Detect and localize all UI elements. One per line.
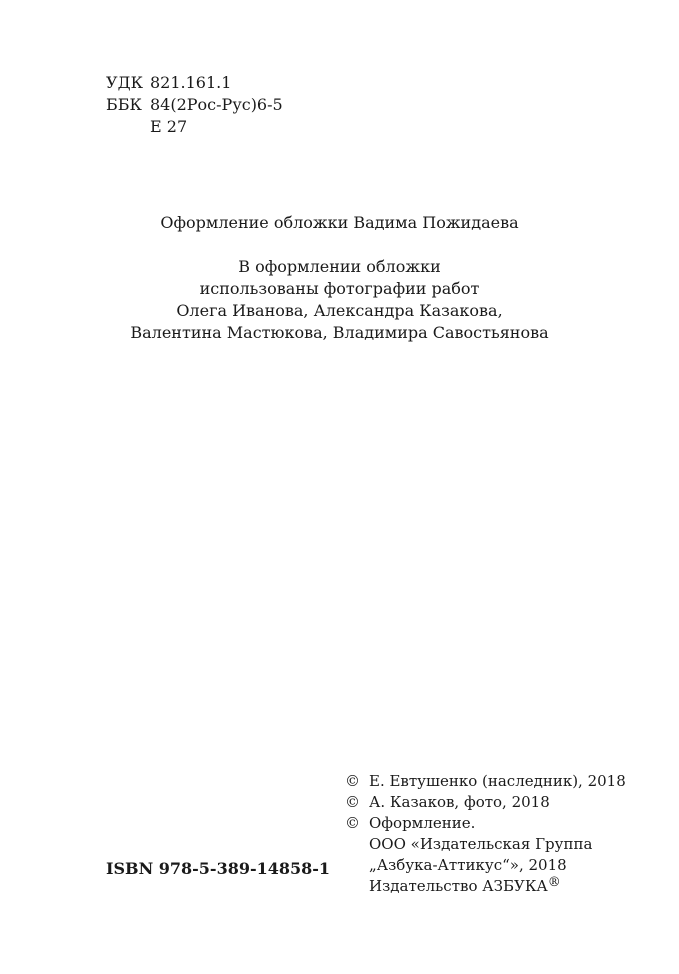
author-mark-row	[106, 116, 283, 138]
udk-value: 821.161.1	[150, 73, 232, 92]
copyright-row	[345, 813, 626, 834]
copyright-sign: ©	[345, 814, 360, 832]
photo-credit-line: Валентина Мастюкова, Владимира Савостьянова	[130, 323, 549, 342]
photo-credits	[0, 256, 679, 344]
cover-design-line: Оформление обложки Вадима Пожидаева	[160, 213, 519, 232]
udk-row	[106, 72, 283, 94]
copyright-row	[345, 792, 626, 813]
copyright-text: А. Казаков, фото, 2018	[369, 793, 550, 811]
udk-label: УДК	[106, 73, 143, 92]
registered-mark: ®	[547, 875, 561, 890]
copyright-text: ООО «Издательская Группа	[369, 835, 593, 853]
copyright-row	[345, 855, 626, 876]
copyright-block	[345, 771, 626, 897]
copyright-row	[345, 876, 626, 897]
photo-credit-line: В оформлении обложки	[238, 257, 441, 276]
isbn: ISBN 978-5-389-14858-1	[106, 859, 331, 878]
copyright-sign: ©	[345, 772, 360, 790]
photo-credit-line: Олега Иванова, Александра Казакова,	[176, 301, 503, 320]
bbk-row	[106, 94, 283, 116]
publisher-line	[369, 876, 561, 897]
copyright-text: Е. Евтушенко (наследник), 2018	[369, 772, 626, 790]
cover-design-credit	[0, 212, 679, 234]
copyright-text: Оформление.	[369, 814, 476, 832]
publisher-name: Издательство АЗБУКА	[369, 877, 548, 895]
bbk-label: ББК	[106, 95, 142, 114]
copyright-sign: ©	[345, 793, 360, 811]
author-mark: Е 27	[150, 117, 188, 136]
classification-block	[106, 72, 283, 138]
copyright-text: „Азбука-Аттикус“», 2018	[369, 856, 567, 874]
photo-credit-line: использованы фотографии работ	[199, 279, 480, 298]
copyright-row	[345, 771, 626, 792]
bbk-value: 84(2Рос-Рус)6-5	[150, 95, 283, 114]
copyright-row	[345, 834, 626, 855]
